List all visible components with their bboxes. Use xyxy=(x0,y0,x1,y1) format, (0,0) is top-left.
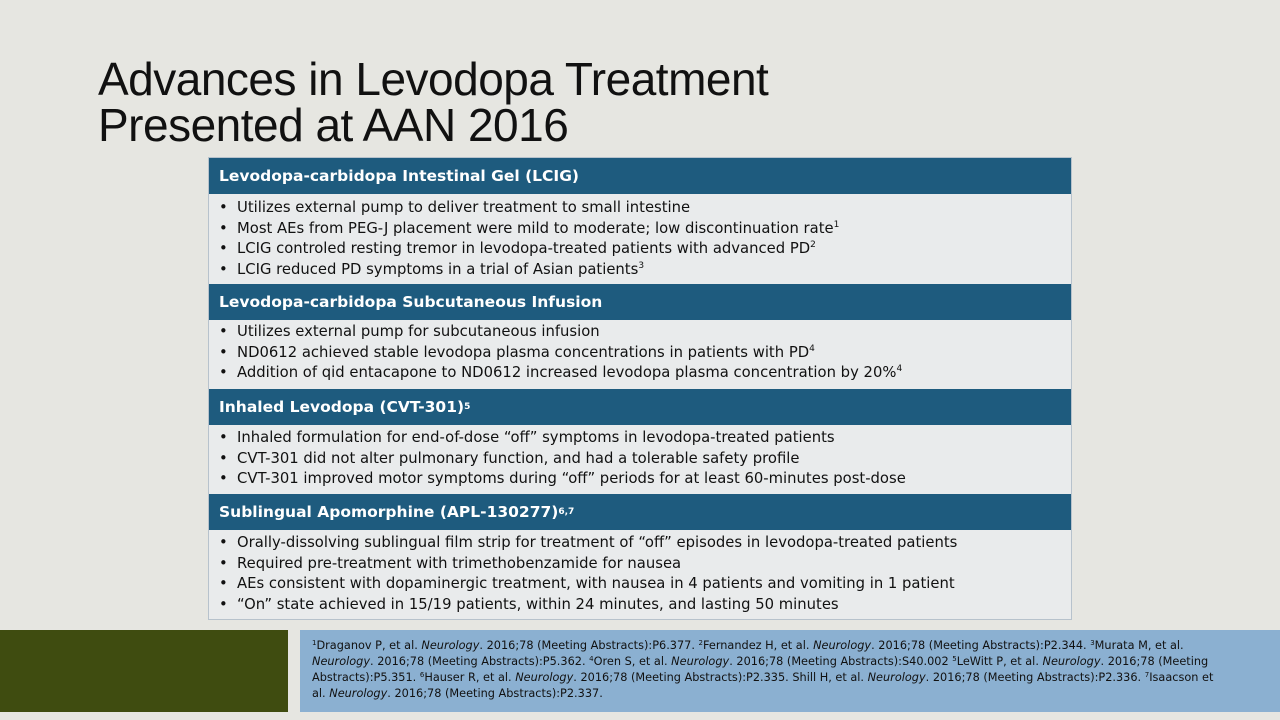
list-item: • CVT-301 did not alter pulmonary function, and had a tolerable safety profile xyxy=(219,449,1071,470)
list-item: • Required pre-treatment with trimethobenzamide for nausea xyxy=(219,554,1071,575)
slide-title-line-1: Advances in Levodopa Treatment xyxy=(98,53,769,105)
list-item: • Most AEs from PEG-J placement were mild to moderate; low discontinuation rate$^1$ xyxy=(219,219,1071,240)
section-heading-sublingual: Sublingual Apomorphine (APL-130277) xyxy=(219,503,559,521)
list-item: • ND0612 achieved stable levodopa plasma concentrations in patients with $PD^4$ xyxy=(219,343,1071,364)
list-item: • AEs consistent with dopaminergic treatment, with nausea in 4 patients and vomiting in 1 patient xyxy=(219,574,1071,595)
section-header-sublingual: Sublingual Apomorphine (APL-130277) 6,7 xyxy=(209,494,1071,530)
section-header-lcig xyxy=(209,158,1071,194)
list-item: • Inhaled formulation for end-of-dose “off” symptoms in levodopa-treated patients xyxy=(219,428,1071,449)
section-body-sublingual xyxy=(209,533,1071,615)
list-item: • CVT-301 improved motor symptoms during “off” periods for at least 60-minutes post-dose xyxy=(219,469,1071,490)
accent-bar xyxy=(0,630,288,712)
list-item: • Addition of qid entacapone to ND0612 increased levodopa plasma concentration by 20%$^4$ xyxy=(219,363,1071,384)
slide-title-line-2: Presented at AAN 2016 xyxy=(98,99,569,151)
section-body-subcutaneous xyxy=(209,322,1071,384)
list-item: • Orally-dissolving sublingual film strip for treatment of “off” episodes in levodopa-treated patients xyxy=(219,533,1071,554)
section-body-inhaled xyxy=(209,428,1071,490)
section-header-inhaled: Inhaled Levodopa (CVT-301) 5 xyxy=(209,389,1071,425)
slide-title xyxy=(98,53,769,151)
treatments-table xyxy=(208,157,1072,620)
list-item: • “On” state achieved in 15/19 patients, within 24 minutes, and lasting 50 minutes xyxy=(219,595,1071,616)
list-item: • LCIG reduced PD symptoms in a trial of Asian patients$^3$ xyxy=(219,260,1071,281)
section-heading-subcutaneous: Levodopa-carbidopa Subcutaneous Infusion xyxy=(219,293,603,311)
section-body-lcig xyxy=(209,198,1071,280)
list-item: • LCIG controled resting tremor in levodopa-treated patients with advanced $PD^2$ xyxy=(219,239,1071,260)
list-item: • Utilizes external pump for subcutaneous infusion xyxy=(219,322,1071,343)
references-footnotes: $^1$Draganov P, et al. Neurology. 2016;78 (Meeting Abstracts):P6.377. $^2$Fernandez H, et al. Neurology. 2016;78 (Meeting Abstracts):P2.344. $^3$Murata M, et al. Neurology. 2016;78 (Meeting Abstracts):P5.362. $^4$Oren S, et al. Neurology. 2016;78 (Meeting Abstracts):S40.002 $^5$LeWitt P, et al. Neurology. 2016;78 (Meeting Abstracts):P5.351. $^6$Hauser R, et al. Neurology. 2016;78 (Meeting Abstracts):P2.335. Shill H, et al. Neurology. 2016;78 (Meeting Abstracts):P2.336. $^7$Isaacson et al. Neurology. 2016;78 (Meeting Abstracts):P2.337. xyxy=(300,630,1280,712)
section-heading-inhaled: Inhaled Levodopa (CVT-301) xyxy=(219,398,465,416)
section-heading-lcig: Levodopa-carbidopa Intestinal Gel (LCIG) xyxy=(219,167,579,185)
section-header-subcutaneous xyxy=(209,284,1071,320)
list-item: • Utilizes external pump to deliver treatment to small intestine xyxy=(219,198,1071,219)
